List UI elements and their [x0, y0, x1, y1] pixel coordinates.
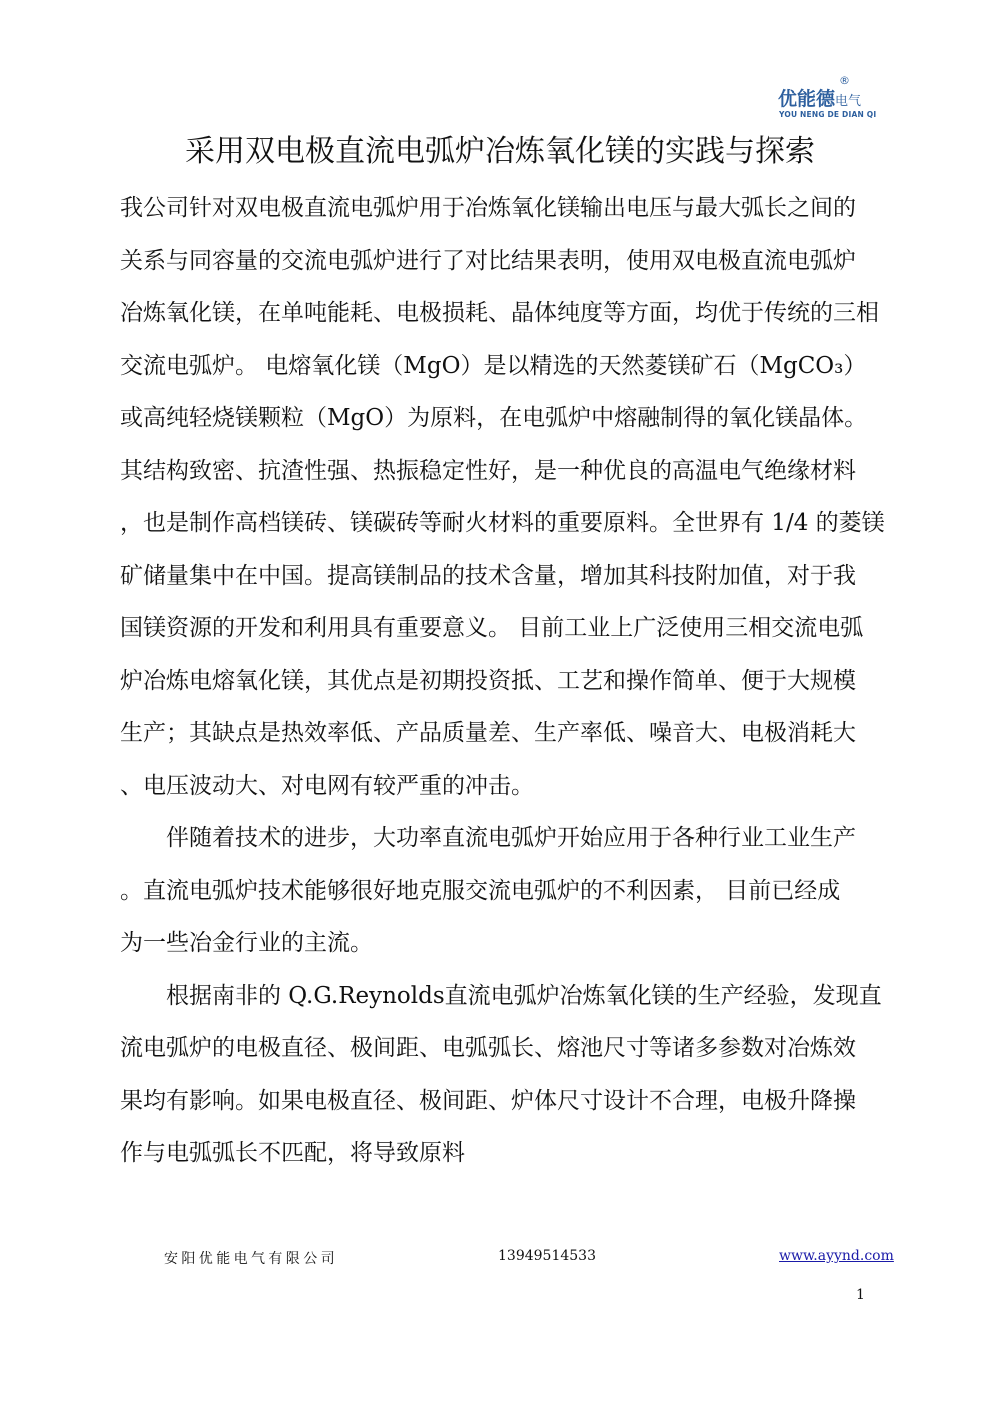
body-line: 、电压波动大、对电网有较严重的冲击。	[120, 772, 534, 799]
registered-mark: ®	[839, 74, 850, 87]
body-line: 关系与同容量的交流电弧炉进行了对比结果表明，使用双电极直流电弧炉	[120, 247, 856, 274]
body-line: 为一些冶金行业的主流。	[120, 930, 373, 956]
body-line: 生产；其缺点是热效率低、产品质量差、生产率低、噪音大、电极消耗大	[120, 720, 856, 746]
footer-website-link[interactable]: www.ayynd.com	[779, 1248, 894, 1264]
logo-name-main: 优能德	[778, 88, 836, 110]
body-line: 作与电弧弧长不匹配，将导致原料	[120, 1140, 465, 1166]
company-logo	[778, 74, 888, 118]
document-body	[120, 182, 890, 1180]
body-line: 果均有影响。如果电极直径、极间距、炉体尺寸设计不合理，电极升降操	[120, 1087, 856, 1114]
body-line: 冶炼氧化镁，在单吨能耗、电极损耗、晶体纯度等方面，均优于传统的三相	[120, 300, 879, 326]
body-line: ，也是制作高档镁砖、镁碳砖等耐火材料的重要原料。全世界有 1/4 的菱镁	[120, 510, 885, 536]
body-line: 其结构致密、抗渣性强、热振稳定性好，是一种优良的高温电气绝缘材料	[120, 457, 856, 484]
document-title: 采用双电极直流电弧炉冶炼氧化镁的实践与探索	[185, 134, 815, 169]
body-line: 交流电弧炉。 电熔氧化镁（MgO）是以精选的天然菱镁矿石（MgCO₃）	[120, 352, 867, 379]
logo-name	[778, 84, 861, 111]
logo-name-suffix: 电气	[835, 94, 862, 109]
body-line: 根据南非的 Q.G.Reynolds直流电弧炉冶炼氧化镁的生产经验，发现直	[166, 982, 882, 1009]
body-line: 。直流电弧炉技术能够很好地克服交流电弧炉的不利因素， 目前已经成	[120, 877, 841, 904]
body-line: 国镁资源的开发和利用具有重要意义。 目前工业上广泛使用三相交流电弧	[120, 615, 864, 641]
logo-subtitle: YOU NENG DE DIAN QI	[779, 110, 877, 119]
body-line: 或高纯轻烧镁颗粒（MgO）为原料，在电弧炉中熔融制得的氧化镁晶体。	[120, 405, 868, 431]
body-line: 炉冶炼电熔氧化镁，其优点是初期投资抵、工艺和操作简单、便于大规模	[120, 667, 856, 694]
body-line: 伴随着技术的进步，大功率直流电弧炉开始应用于各种行业工业生产	[166, 825, 856, 851]
body-line: 流电弧炉的电极直径、极间距、电弧弧长、熔池尺寸等诸多参数对冶炼效	[120, 1035, 856, 1061]
body-line: 我公司针对双电极直流电弧炉用于冶炼氧化镁输出电压与最大弧长之间的	[120, 195, 856, 221]
page-number: 1	[856, 1287, 865, 1303]
body-line: 矿储量集中在中国。提高镁制品的技术含量，增加其科技附加值，对于我	[120, 562, 856, 589]
footer-company-name: 安阳优能电气有限公司	[164, 1251, 338, 1267]
footer-phone: 13949514533	[498, 1248, 596, 1264]
